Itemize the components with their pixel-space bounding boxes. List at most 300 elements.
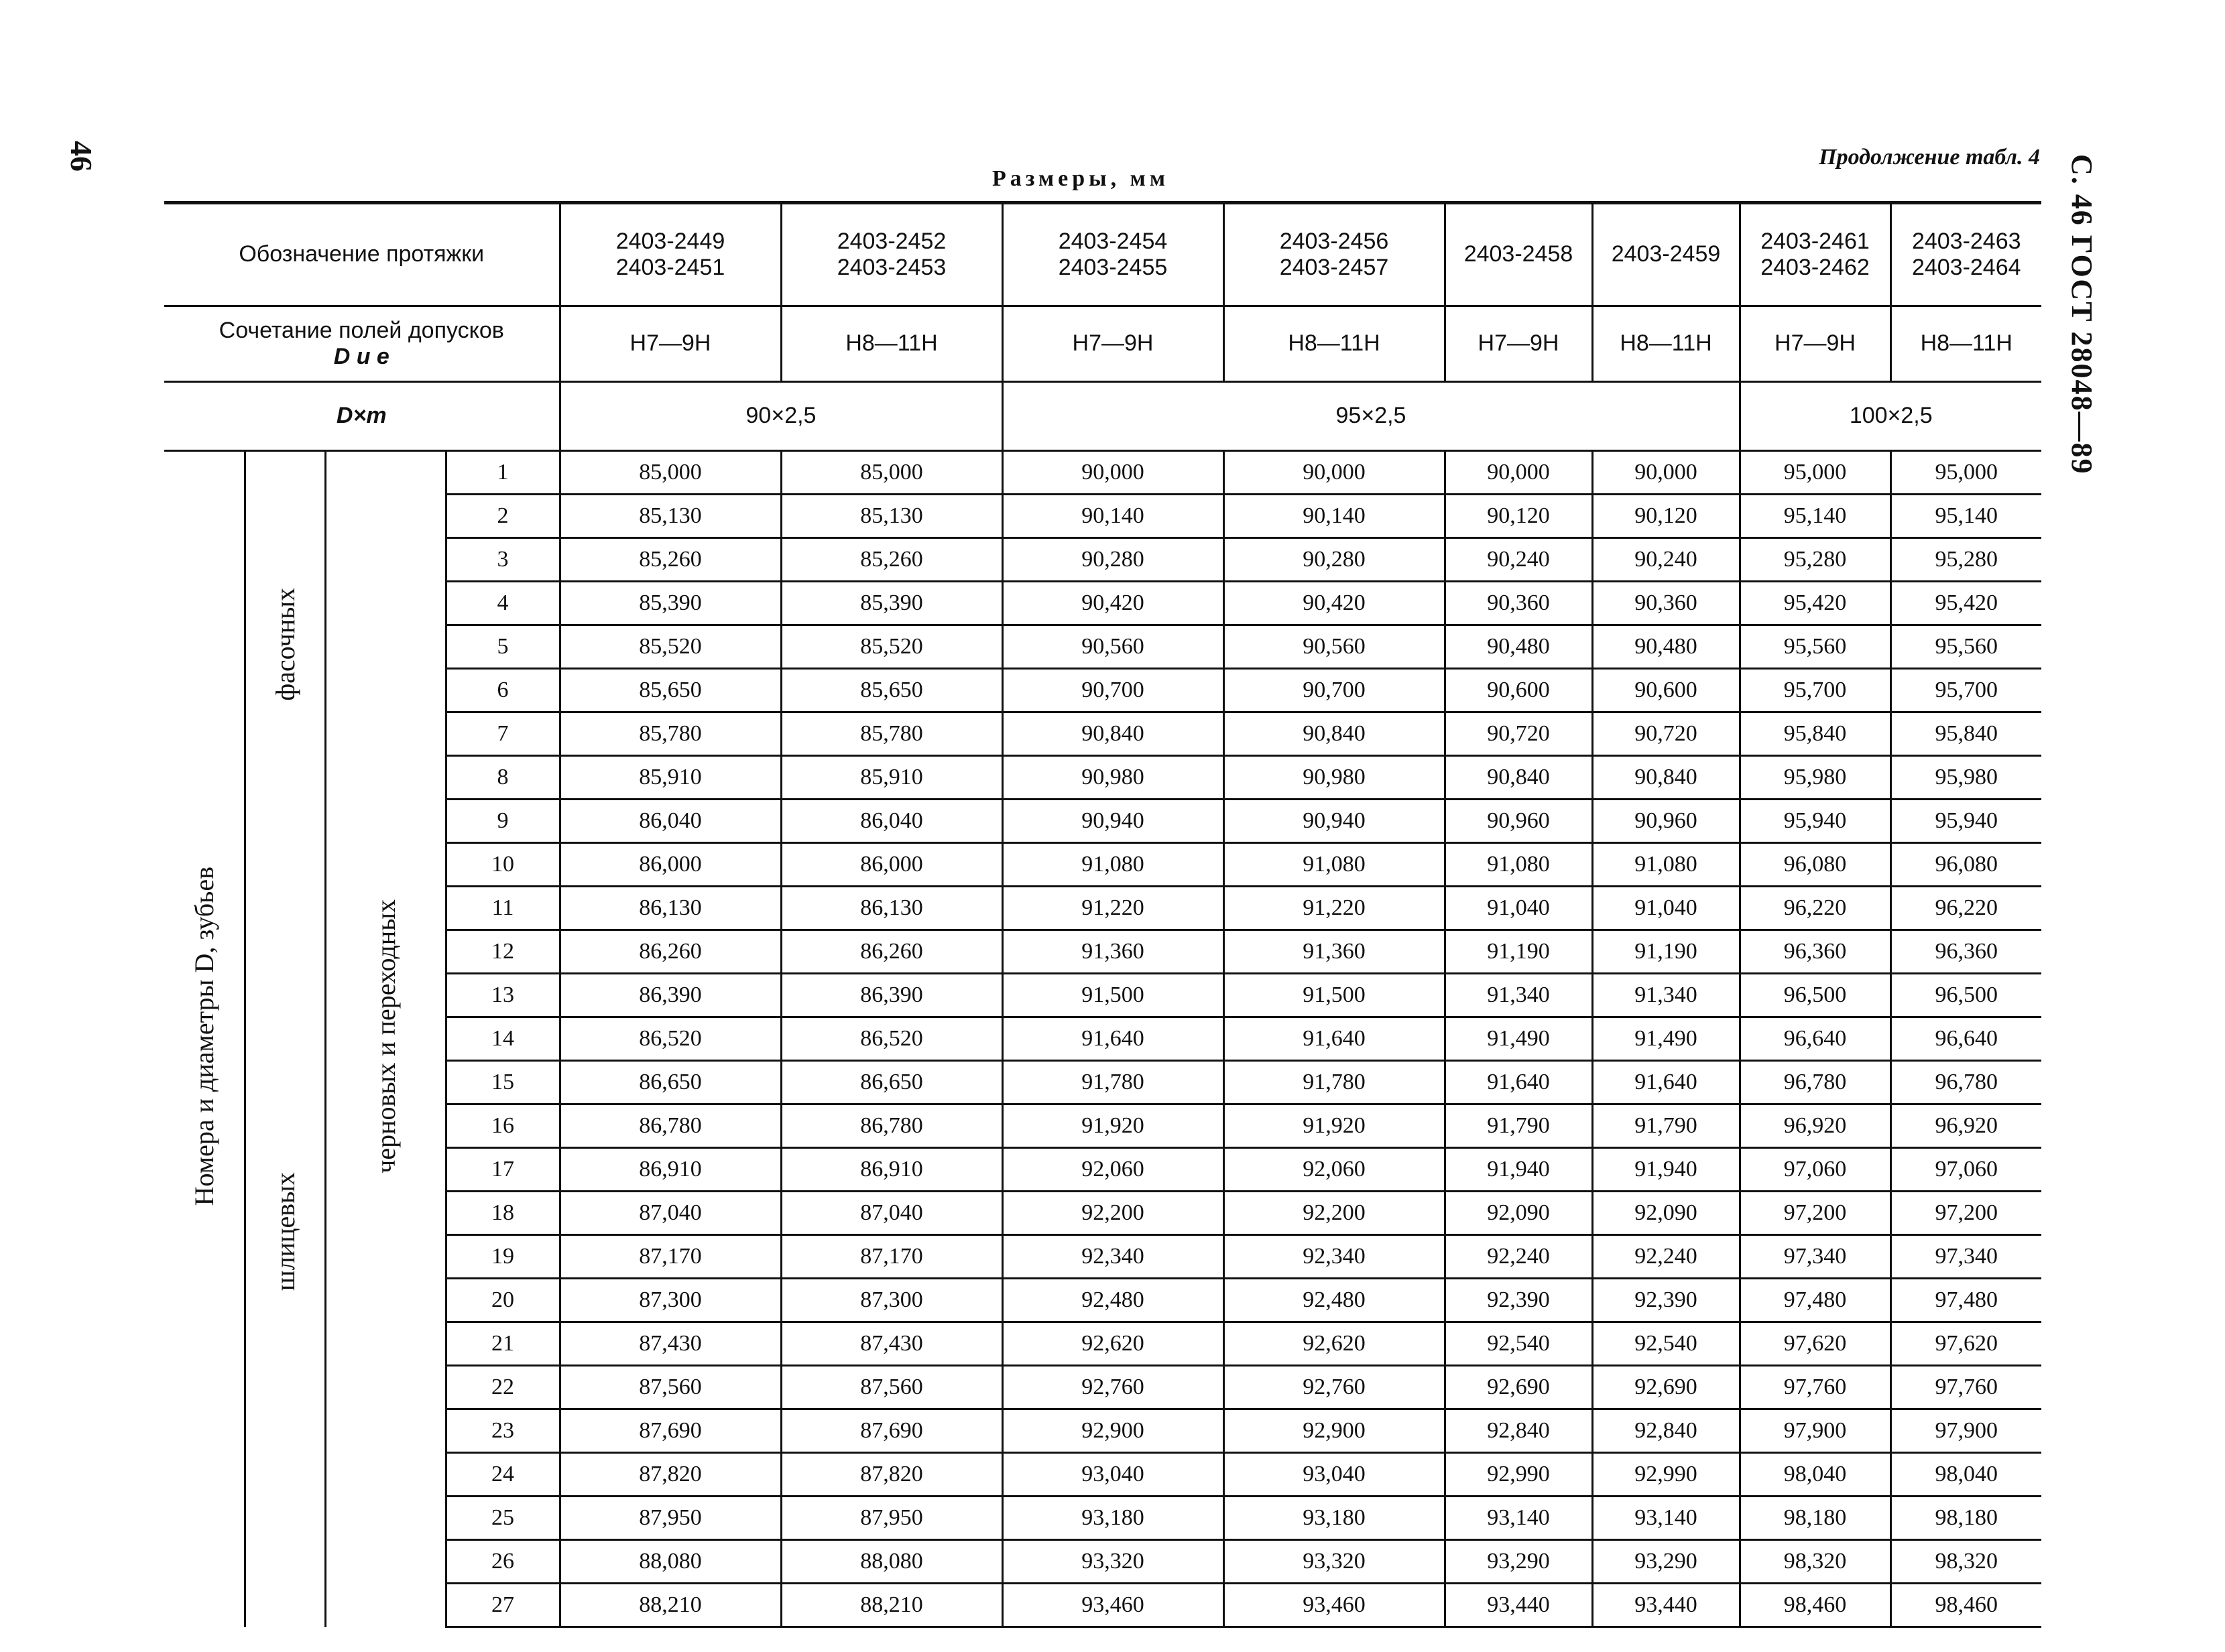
diameter-value: 98,320 [1740,1540,1890,1584]
diameter-value: 93,460 [1002,1584,1223,1627]
diameter-value: 96,080 [1890,843,2041,887]
diameter-value: 97,900 [1740,1409,1890,1453]
designation-col-3: 2403-2454 2403-2455 [1002,203,1223,306]
diameter-value: 92,060 [1223,1148,1445,1192]
diameter-value: 93,040 [1002,1453,1223,1497]
table-row [164,1497,2041,1540]
diameter-value: 91,500 [1002,974,1223,1017]
document-side-header: С. 46 ГОСТ 28048—89 [2065,154,2098,475]
tooth-number: 4 [446,582,560,625]
diameter-value: 92,620 [1223,1322,1445,1366]
diameter-value: 87,430 [560,1322,781,1366]
table-row [164,1322,2041,1366]
table-row [164,625,2041,669]
table-row [164,800,2041,843]
diameter-value: 92,540 [1592,1322,1740,1366]
tooth-number: 12 [446,930,560,974]
diameter-value: 97,200 [1740,1192,1890,1235]
diameter-value: 86,520 [560,1017,781,1061]
diameter-value: 90,720 [1445,712,1592,756]
diameter-value: 95,420 [1740,582,1890,625]
diameter-value: 90,140 [1002,495,1223,538]
diameter-value: 96,920 [1740,1104,1890,1148]
diameter-value: 85,520 [781,625,1002,669]
diameter-value: 91,780 [1002,1061,1223,1104]
diameter-value: 87,170 [781,1235,1002,1279]
dimensions-table-wrapper [164,201,2041,1628]
tolerance-col-2: H8—11H [781,306,1002,382]
diameter-value: 91,360 [1223,930,1445,974]
diameter-value: 93,290 [1592,1540,1740,1584]
diameter-value: 86,390 [560,974,781,1017]
tooth-number: 10 [446,843,560,887]
diameter-value: 92,480 [1002,1279,1223,1322]
diameter-value: 91,780 [1223,1061,1445,1104]
diameter-value: 95,840 [1740,712,1890,756]
diameter-value: 92,240 [1445,1235,1592,1279]
tooth-number: 13 [446,974,560,1017]
diameter-value: 96,780 [1740,1061,1890,1104]
dxm-group-3: 100×2,5 [1740,382,2041,451]
page-title: Размеры, мм [992,166,1169,191]
diameter-value: 97,060 [1740,1148,1890,1192]
diameter-value: 97,200 [1890,1192,2041,1235]
diameter-value: 91,080 [1445,843,1592,887]
diameter-value: 90,240 [1445,538,1592,582]
diameter-value: 90,560 [1223,625,1445,669]
spline-group-cell [245,843,325,1627]
diameter-value: 90,280 [1002,538,1223,582]
tolerance-col-3: H7—9H [1002,306,1223,382]
dxm-group-1: 90×2,5 [560,382,1002,451]
diameter-value: 90,120 [1445,495,1592,538]
diameter-value: 98,320 [1890,1540,2041,1584]
diameter-value: 92,340 [1223,1235,1445,1279]
tooth-number: 14 [446,1017,560,1061]
table-row [164,582,2041,625]
table-row [164,538,2041,582]
diameter-value: 86,390 [781,974,1002,1017]
diameter-value: 91,490 [1445,1017,1592,1061]
table-row [164,669,2041,712]
diameter-value: 86,650 [560,1061,781,1104]
diameter-value: 91,080 [1592,843,1740,887]
diameter-value: 98,040 [1740,1453,1890,1497]
diameter-value: 95,280 [1740,538,1890,582]
row-group-label: Номера и диаметры D, зубьев [188,867,219,1206]
diameter-value: 85,260 [781,538,1002,582]
diameter-value: 87,950 [560,1497,781,1540]
diameter-value: 97,340 [1890,1235,2041,1279]
designation-col-5: 2403-2458 [1445,203,1592,306]
diameter-value: 90,420 [1223,582,1445,625]
table-row [164,1409,2041,1453]
diameter-value: 90,840 [1002,712,1223,756]
tooth-number: 25 [446,1497,560,1540]
diameter-value: 86,780 [560,1104,781,1148]
diameter-value: 87,430 [781,1322,1002,1366]
diameter-value: 90,240 [1592,538,1740,582]
diameter-value: 92,990 [1445,1453,1592,1497]
diameter-value: 87,560 [560,1366,781,1409]
diameter-value: 90,700 [1002,669,1223,712]
diameter-value: 90,000 [1445,451,1592,495]
diameter-value: 91,340 [1445,974,1592,1017]
diameter-value: 91,360 [1002,930,1223,974]
diameter-value: 86,520 [781,1017,1002,1061]
diameter-value: 85,130 [781,495,1002,538]
diameter-value: 86,000 [560,843,781,887]
tolerance-col-4: H8—11H [1223,306,1445,382]
diameter-value: 90,600 [1592,669,1740,712]
tooth-number: 24 [446,1453,560,1497]
diameter-value: 96,640 [1890,1017,2041,1061]
tooth-number: 2 [446,495,560,538]
table-row [164,1192,2041,1235]
diameter-value: 87,690 [560,1409,781,1453]
diameter-value: 86,040 [781,800,1002,843]
diameter-value: 90,840 [1223,712,1445,756]
diameter-value: 90,140 [1223,495,1445,538]
diameter-value: 95,420 [1890,582,2041,625]
table-row [164,1453,2041,1497]
diameter-value: 91,640 [1002,1017,1223,1061]
diameter-value: 86,260 [781,930,1002,974]
diameter-value: 86,000 [781,843,1002,887]
table-row [164,1540,2041,1584]
diameter-value: 95,560 [1740,625,1890,669]
diameter-value: 96,360 [1740,930,1890,974]
diameter-value: 93,180 [1002,1497,1223,1540]
tooth-number: 21 [446,1322,560,1366]
diameter-value: 95,980 [1890,756,2041,800]
diameter-value: 93,440 [1445,1584,1592,1627]
diameter-value: 97,760 [1890,1366,2041,1409]
tooth-number: 8 [446,756,560,800]
diameter-value: 95,700 [1740,669,1890,712]
tooth-number: 5 [446,625,560,669]
diameter-value: 93,460 [1223,1584,1445,1627]
tooth-number: 18 [446,1192,560,1235]
diameter-value: 92,200 [1002,1192,1223,1235]
table-row [164,1279,2041,1322]
tooth-number: 15 [446,1061,560,1104]
diameter-value: 90,980 [1002,756,1223,800]
diameter-value: 97,620 [1890,1322,2041,1366]
tooth-number: 22 [446,1366,560,1409]
tooth-number: 1 [446,451,560,495]
diameter-value: 92,480 [1223,1279,1445,1322]
diameter-value: 90,360 [1445,582,1592,625]
diameter-value: 98,460 [1890,1584,2041,1627]
diameter-value: 87,170 [560,1235,781,1279]
diameter-value: 91,190 [1592,930,1740,974]
diameter-value: 98,180 [1890,1497,2041,1540]
diameter-value: 95,980 [1740,756,1890,800]
diameter-value: 93,320 [1223,1540,1445,1584]
designation-col-6: 2403-2459 [1592,203,1740,306]
diameter-value: 87,820 [781,1453,1002,1497]
designation-col-8: 2403-2463 2403-2464 [1890,203,2041,306]
diameter-value: 91,190 [1445,930,1592,974]
diameter-value: 92,390 [1445,1279,1592,1322]
diameter-value: 95,940 [1740,800,1890,843]
diameter-value: 91,920 [1223,1104,1445,1148]
tooth-number: 9 [446,800,560,843]
tolerance-col-6: H8—11H [1592,306,1740,382]
diameter-value: 96,220 [1740,887,1890,930]
diameter-value: 92,840 [1445,1409,1592,1453]
table-continuation-label: Продолжение табл. 4 [1819,145,2040,170]
diameter-value: 90,420 [1002,582,1223,625]
diameter-value: 95,280 [1890,538,2041,582]
diameter-value: 85,260 [560,538,781,582]
diameter-value: 97,760 [1740,1366,1890,1409]
diameter-value: 85,910 [560,756,781,800]
diameter-value: 96,360 [1890,930,2041,974]
diameter-value: 91,790 [1445,1104,1592,1148]
diameter-value: 91,640 [1445,1061,1592,1104]
diameter-value: 85,000 [781,451,1002,495]
diameter-value: 96,500 [1740,974,1890,1017]
diameter-value: 87,560 [781,1366,1002,1409]
table-row [164,1366,2041,1409]
diameter-value: 85,910 [781,756,1002,800]
table-row [164,495,2041,538]
diameter-value: 95,840 [1890,712,2041,756]
tooth-number: 23 [446,1409,560,1453]
diameter-value: 85,650 [560,669,781,712]
diameter-value: 98,180 [1740,1497,1890,1540]
diameter-value: 85,520 [560,625,781,669]
table-row [164,843,2041,887]
diameter-value: 87,820 [560,1453,781,1497]
diameter-value: 92,760 [1002,1366,1223,1409]
dxm-group-2: 95×2,5 [1002,382,1740,451]
dimensions-table [164,201,2041,1628]
table-row [164,1584,2041,1627]
diameter-value: 98,460 [1740,1584,1890,1627]
diameter-value: 90,980 [1223,756,1445,800]
diameter-value: 90,560 [1002,625,1223,669]
table-row [164,1017,2041,1061]
tolerance-col-7: H7—9H [1740,306,1890,382]
diameter-value: 93,440 [1592,1584,1740,1627]
diameter-value: 86,130 [781,887,1002,930]
table-row [164,1148,2041,1192]
designation-col-4: 2403-2456 2403-2457 [1223,203,1445,306]
diameter-value: 97,900 [1890,1409,2041,1453]
diameter-value: 93,320 [1002,1540,1223,1584]
diameter-value: 90,700 [1223,669,1445,712]
diameter-value: 87,040 [560,1192,781,1235]
diameter-value: 85,780 [781,712,1002,756]
table-row [164,930,2041,974]
diameter-value: 86,040 [560,800,781,843]
diameter-value: 92,090 [1592,1192,1740,1235]
diameter-value: 90,840 [1592,756,1740,800]
diameter-value: 92,840 [1592,1409,1740,1453]
diameter-value: 88,210 [560,1584,781,1627]
diameter-value: 90,360 [1592,582,1740,625]
table-row [164,756,2041,800]
diameter-value: 87,950 [781,1497,1002,1540]
diameter-value: 91,080 [1002,843,1223,887]
tooth-number: 20 [446,1279,560,1322]
diameter-value: 97,060 [1890,1148,2041,1192]
diameter-value: 90,600 [1445,669,1592,712]
diameter-value: 96,920 [1890,1104,2041,1148]
table-row [164,974,2041,1017]
diameter-value: 91,340 [1592,974,1740,1017]
designation-header-cell [164,203,560,306]
diameter-value: 95,140 [1890,495,2041,538]
diameter-value: 96,780 [1890,1061,2041,1104]
diameter-value: 90,280 [1223,538,1445,582]
table-row [164,712,2041,756]
diameter-value: 90,000 [1592,451,1740,495]
tooth-number: 19 [446,1235,560,1279]
diameter-value: 85,130 [560,495,781,538]
chamfer-group-label: фасочных [269,587,300,701]
diameter-value: 97,340 [1740,1235,1890,1279]
diameter-value: 92,200 [1223,1192,1445,1235]
diameter-value: 85,000 [560,451,781,495]
diameter-value: 88,080 [781,1540,1002,1584]
diameter-value: 90,480 [1445,625,1592,669]
diameter-value: 97,480 [1740,1279,1890,1322]
diameter-value: 95,000 [1740,451,1890,495]
diameter-value: 86,910 [781,1148,1002,1192]
diameter-value: 90,720 [1592,712,1740,756]
diameter-value: 91,040 [1592,887,1740,930]
diameter-value: 91,640 [1223,1017,1445,1061]
diameter-value: 90,000 [1002,451,1223,495]
diameter-value: 93,290 [1445,1540,1592,1584]
table-row [164,1104,2041,1148]
diameter-value: 90,120 [1592,495,1740,538]
designation-col-7: 2403-2461 2403-2462 [1740,203,1890,306]
spline-group-label: шлицевых [269,1172,300,1291]
diameter-value: 86,650 [781,1061,1002,1104]
diameter-value: 90,840 [1445,756,1592,800]
diameter-value: 97,620 [1740,1322,1890,1366]
diameter-value: 92,060 [1002,1148,1223,1192]
diameter-value: 96,640 [1740,1017,1890,1061]
diameter-value: 98,040 [1890,1453,2041,1497]
diameter-value: 91,040 [1445,887,1592,930]
diameter-value: 90,000 [1223,451,1445,495]
diameter-value: 92,240 [1592,1235,1740,1279]
tolerance-col-1: H7—9Н [560,306,781,382]
tooth-number: 17 [446,1148,560,1192]
tolerance-header-cell [164,306,560,382]
tolerance-header-label: Сочетание полей допусков [219,317,504,343]
diameter-value: 86,130 [560,887,781,930]
rough-transition-group-cell [325,451,446,1627]
diameter-value: 92,990 [1592,1453,1740,1497]
diameter-value: 90,960 [1592,800,1740,843]
tolerance-header-sublabel: D и е [333,344,389,369]
diameter-value: 87,300 [560,1279,781,1322]
tooth-number: 26 [446,1540,560,1584]
page-number: 46 [64,141,99,172]
diameter-value: 92,900 [1223,1409,1445,1453]
diameter-value: 95,700 [1890,669,2041,712]
tooth-number: 11 [446,887,560,930]
designation-header-label: Обозначение протяжки [239,241,485,267]
diameter-value: 92,390 [1592,1279,1740,1322]
diameter-value: 90,480 [1592,625,1740,669]
diameter-value: 85,390 [781,582,1002,625]
diameter-value: 92,690 [1592,1366,1740,1409]
row-group-label-cell [164,451,245,1627]
tooth-number: 7 [446,712,560,756]
diameter-value: 91,640 [1592,1061,1740,1104]
diameter-value: 90,940 [1002,800,1223,843]
diameter-value: 87,690 [781,1409,1002,1453]
diameter-value: 87,040 [781,1192,1002,1235]
diameter-value: 93,040 [1223,1453,1445,1497]
diameter-value: 93,180 [1223,1497,1445,1540]
diameter-value: 85,780 [560,712,781,756]
diameter-value: 91,220 [1002,887,1223,930]
diameter-value: 96,080 [1740,843,1890,887]
diameter-value: 86,260 [560,930,781,974]
diameter-value: 91,490 [1592,1017,1740,1061]
diameter-value: 92,690 [1445,1366,1592,1409]
tooth-number: 3 [446,538,560,582]
diameter-value: 91,500 [1223,974,1445,1017]
diameter-value: 91,220 [1223,887,1445,930]
diameter-value: 97,480 [1890,1279,2041,1322]
diameter-value: 93,140 [1592,1497,1740,1540]
diameter-value: 92,760 [1223,1366,1445,1409]
diameter-value: 91,940 [1592,1148,1740,1192]
tooth-number: 16 [446,1104,560,1148]
table-row [164,887,2041,930]
diameter-value: 90,960 [1445,800,1592,843]
tooth-number: 27 [446,1584,560,1627]
diameter-value: 95,000 [1890,451,2041,495]
table-row [164,451,2041,495]
diameter-value: 92,090 [1445,1192,1592,1235]
diameter-value: 91,790 [1592,1104,1740,1148]
chamfer-group-cell [245,451,325,843]
diameter-value: 86,780 [781,1104,1002,1148]
diameter-value: 88,080 [560,1540,781,1584]
diameter-value: 96,220 [1890,887,2041,930]
diameter-value: 95,140 [1740,495,1890,538]
diameter-value: 86,910 [560,1148,781,1192]
tooth-number: 6 [446,669,560,712]
table-row [164,1061,2041,1104]
diameter-value: 95,560 [1890,625,2041,669]
designation-col-2: 2403-2452 2403-2453 [781,203,1002,306]
tolerance-col-8: H8—11H [1890,306,2041,382]
diameter-value: 91,920 [1002,1104,1223,1148]
diameter-value: 95,940 [1890,800,2041,843]
diameter-value: 92,620 [1002,1322,1223,1366]
diameter-value: 93,140 [1445,1497,1592,1540]
dxm-header-cell: D×m [164,382,560,451]
diameter-value: 88,210 [781,1584,1002,1627]
tolerance-col-5: H7—9Н [1445,306,1592,382]
diameter-value: 92,340 [1002,1235,1223,1279]
diameter-value: 96,500 [1890,974,2041,1017]
table-row [164,1235,2041,1279]
diameter-value: 87,300 [781,1279,1002,1322]
